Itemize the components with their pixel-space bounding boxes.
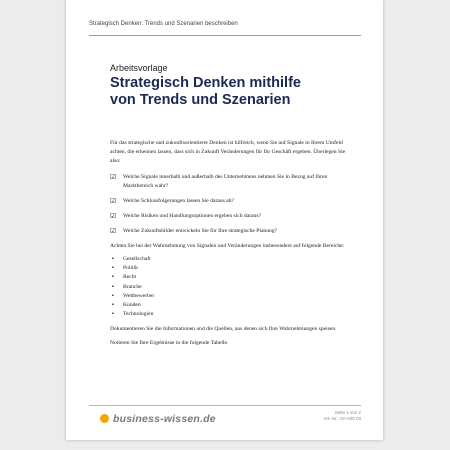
document-title (110, 75, 350, 109)
documentation-paragraph: Dokumentieren Sie die Informationen und die Quellen, aus denen sich Ihre Wahrnehmungen speisen. (110, 326, 337, 333)
title-line-1: Strategisch Denken mithilfe (110, 75, 301, 91)
bullet-icon: ▪ (112, 292, 114, 299)
question-checklist (110, 173, 350, 236)
list-item (110, 255, 350, 264)
areas-intro-paragraph: Achten Sie bei der Wahrnehmung von Signalen und Veränderungen insbesondere auf folgende Bereiche: (110, 243, 345, 249)
checklist-item (110, 227, 350, 236)
bullet-icon: ▪ (112, 256, 114, 262)
checkbox-icon: ☑ (110, 197, 117, 205)
checkbox-icon: ☑ (110, 212, 117, 220)
checkbox-icon: ☑ (110, 173, 117, 181)
logo-dot-icon (100, 414, 109, 423)
list-item-text: Politik (123, 265, 138, 272)
list-item (110, 292, 350, 301)
title-line-2: von Trends und Szenarien (110, 92, 291, 108)
list-item (110, 301, 350, 310)
page-number: Seite 1 von 2 (334, 410, 361, 415)
list-item-text: Branche (123, 283, 142, 290)
areas-list (110, 255, 350, 319)
checklist-item-text: Welche Signale innerhalb und außerhalb des Unternehmens nehmen Sie in Bezug auf Ihren Marktbereich wahr? (123, 174, 328, 189)
business-wissen-logo (100, 413, 216, 425)
logo-text: business-wissen.de (113, 413, 216, 425)
footer-divider (89, 405, 361, 406)
header-divider (89, 35, 361, 36)
document-page (66, 0, 383, 440)
list-item (110, 264, 350, 273)
results-paragraph: Notieren Sie Ihre Ergebnisse in die folgende Tabelle. (110, 340, 229, 347)
bullet-icon: ▪ (112, 302, 114, 309)
list-item (110, 310, 350, 319)
bullet-icon: ▪ (112, 265, 114, 272)
document-body (110, 139, 350, 348)
checklist-item-text: Welche Schlussfolgerungen lassen Sie daraus ab? (123, 198, 234, 204)
list-item-text: Wettbewerber (123, 292, 155, 299)
list-item-text: Technologien (123, 311, 154, 318)
checklist-item (110, 173, 350, 191)
bullet-icon: ▪ (112, 311, 114, 318)
document-kicker: Arbeitsvorlage (110, 63, 168, 73)
checkbox-icon: ☑ (110, 227, 117, 235)
list-item (110, 273, 350, 282)
list-item-text: Kunden (123, 302, 141, 309)
page-info (323, 410, 361, 422)
checklist-item-text: Welche Zukunftsbilder entwickeln Sie für Ihre strategische Planung? (123, 228, 278, 234)
intro-paragraph: Für das strategische und zukunftsorientierte Denken ist hilfreich, wenn Sie auf Signale in Ihrem Umfeld achten, die erkennen lassen, dass sich in Zukunft Veränderungen für Ihr Geschäft ergeben. Überlegen Sie also: (110, 140, 346, 164)
list-item-text: Gesellschaft (123, 256, 151, 262)
running-header: Strategisch Denken: Trends und Szenarien beschreiben (89, 21, 238, 27)
checklist-item (110, 197, 350, 206)
article-number: Art.-Nr.: 0A-000 03 (323, 416, 361, 421)
bullet-icon: ▪ (112, 274, 114, 281)
checklist-item-text: Welche Risiken und Handlungsoptionen ergeben sich daraus? (123, 213, 262, 219)
bullet-icon: ▪ (112, 283, 114, 290)
checklist-item (110, 212, 350, 221)
list-item (110, 283, 350, 292)
list-item-text: Recht (123, 274, 137, 281)
